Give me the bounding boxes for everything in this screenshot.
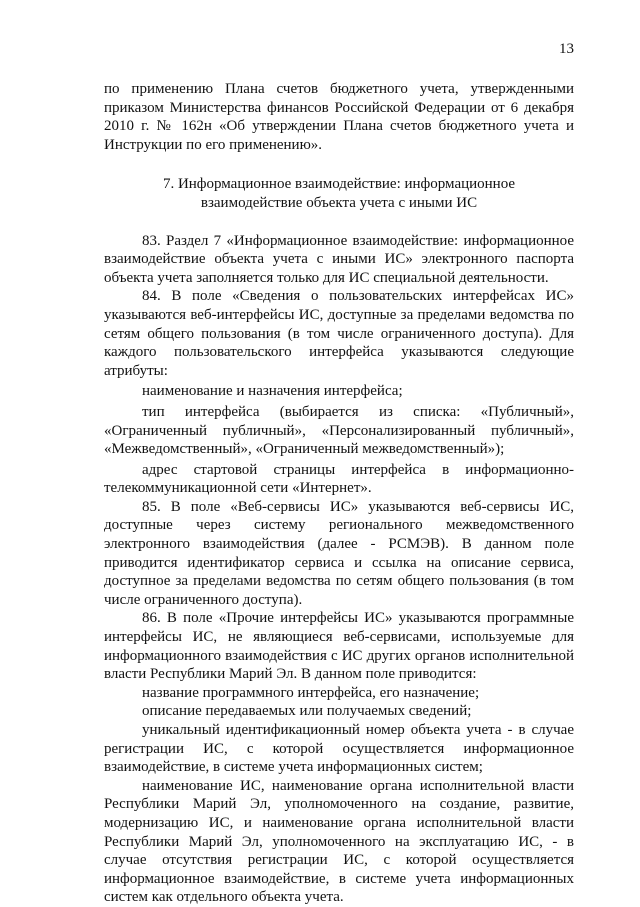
list-item: уникальный идентификационный номер объекта учета - в случае регистрации ИС, с которой осуществляется информационное взаимодействие, в системе учета информационных систем; — [104, 722, 574, 776]
paragraph-83: 83. Раздел 7 «Информационное взаимодействие: информационное взаимодействие объекта учета с иными ИС» электронного паспорта объекта учета заполняется только для ИС специальной деятельности. — [104, 232, 574, 286]
list-item: наименование и назначения интерфейса; — [142, 383, 403, 400]
list-item: наименование ИС, наименование органа исполнительной власти Республики Марий Эл, уполномоченного на создание, развитие, модернизацию ИС, и наименование органа исполнительной власти Республики Марий Эл, уполномоченного на эксплуатацию ИС, - в случае отсутствия регистрации ИС, с которой осуществляется информационное взаимодействие, в системе учета информационных систем как отдельного объекта учета. — [104, 777, 574, 906]
section-heading-line: взаимодействие объекта учета с иными ИС — [200, 194, 478, 211]
intro-paragraph: по применению Плана счетов бюджетного учета, утвержденными приказом Министерства финансов Российской Федерации от 6 декабря 2010 г. № 162н «Об утверждении Плана счетов бюджетного учета и Инструкции по его применению». — [104, 81, 574, 153]
list-item: тип интерфейса (выбирается из списка: «Публичный», «Ограниченный публичный», «Персонализированный публичный», «Межведомственный», «Ограниченный межведомственный»); — [104, 403, 574, 458]
page-number: 13 — [559, 41, 574, 57]
document-body — [104, 80, 574, 907]
list-item: адрес стартовой страницы интерфейса в информационно-телекоммуникационной сети «Интернет». — [104, 461, 574, 497]
list-item: описание передаваемых или получаемых сведений; — [142, 703, 472, 720]
paragraph-85: 85. В поле «Веб-сервисы ИС» указываются веб-сервисы ИС, доступные через систему регионального межведомственного электронного взаимодействия (далее - РСМЭВ). В данном поле приводится идентификатор сервиса и ссылка на описание сервиса, доступное за пределами ведомства по сетям общего пользования (в том числе ограниченного доступа). — [104, 498, 574, 608]
list-item: название программного интерфейса, его назначение; — [142, 684, 480, 701]
section-heading — [104, 175, 574, 212]
section-heading-line: 7. Информационное взаимодействие: информационное — [162, 176, 516, 193]
paragraph-86: 86. В поле «Прочие интерфейсы ИС» указываются программные интерфейсы ИС, не являющиеся веб-сервисами, используемые для информационного взаимодействия с ИС других органов исполнительной власти Республики Марий Эл. В данном поле приводится: — [104, 610, 574, 683]
paragraph-84: 84. В поле «Сведения о пользовательских интерфейсах ИС» указываются веб-интерфейсы ИС, доступные за пределами ведомства по сетям общего пользования (в том числе ограниченного доступа). Для каждого пользовательского интерфейса указываются следующие атрибуты: — [104, 288, 574, 379]
